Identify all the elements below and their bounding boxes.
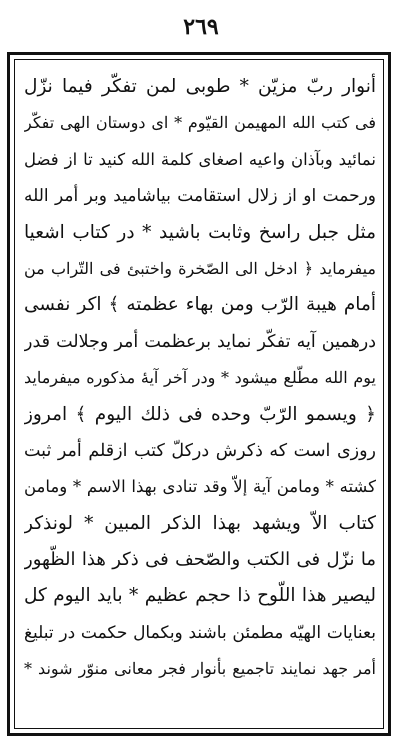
text-line: ليصير هذا اللّوح ذا حجم عظيم * بايد اليوم كل <box>24 585 376 607</box>
text-line: بعنايات الهيّه مطمئن باشند وبكمال حكمت در تبليغ <box>24 622 376 643</box>
text-line: أمام هيبة الرّب ومن بهاء عظمته ﴾ اكر نفسى <box>24 294 376 316</box>
text-line: ميفرمايد ﴿ ادخل الى الصّخرة واختبئ فى التّراب من <box>24 258 376 278</box>
text-line: نمائيد وبآذان واعيه اصغاى كلمة الله كنيد تا از فضل <box>24 149 376 169</box>
text-line: ﴿ ويسمو الرّبّ وحده فى ذلك اليوم ﴾ امروز <box>24 403 376 425</box>
text-line: كتاب الاّ ويشهد بهذا الذكر المبين * لونذكر <box>24 512 376 534</box>
text-line: روزى است كه ذكرش دركلّ كتب ازقلم أمر ثبت <box>24 440 376 461</box>
text-line: يوم الله مطّلع ميشود * ودر آخر آيهٔ مذكوره ميفرمايد <box>24 368 376 388</box>
page-number: ٢٦٩ <box>183 14 219 40</box>
text-line: أنوار ربّ مزيّن * طوبى لمن تفكّر فيما نزّل <box>24 76 376 97</box>
text-line: مثل جبل راسخ وثابت باشيد * در كتاب اشعيا <box>24 221 376 243</box>
page-frame <box>7 52 391 736</box>
text-line: فى كتب الله المهيمن القيّوم * اى دوستان الهى تفكّر <box>24 113 376 133</box>
text-line: درهمين آيه تفكّر نمايد برعظمت أمر وجلالت قدر <box>24 331 376 352</box>
text-line: ورحمت او از زلال استقامت بياشاميد وبر أمر الله <box>24 186 376 207</box>
body-text <box>24 69 376 723</box>
text-line: ما نزّل فى الكتب والصّحف فى ذكر هذا الظّهور <box>24 549 376 571</box>
text-line: أمر جهد نمايند تاجميع بأنوار فجر معانى منوّر شوند * <box>24 659 376 679</box>
text-line: كشته * ومامن آية إلاّ وقد تنادى بهذا الاسم * ومامن <box>24 477 376 497</box>
